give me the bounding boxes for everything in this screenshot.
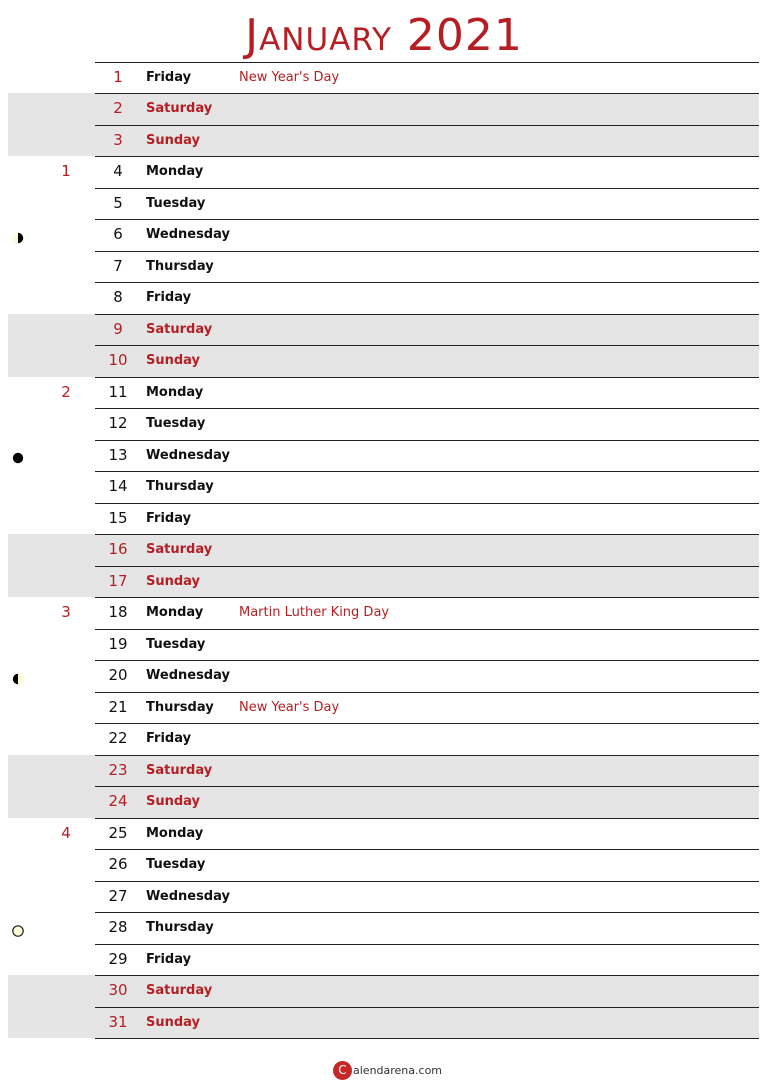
week-number: 4 <box>61 823 71 842</box>
day-row <box>8 219 759 251</box>
day-row <box>8 597 759 629</box>
weekday-name: Thursday <box>146 258 214 274</box>
day-row <box>8 534 759 566</box>
day-number: 14 <box>108 477 128 495</box>
full-moon-icon <box>12 922 24 934</box>
weekday-name: Friday <box>146 731 192 746</box>
weekday-name: Wednesday <box>146 227 230 242</box>
day-row <box>8 818 759 850</box>
day-number: 2 <box>113 99 123 117</box>
weekday-name: Saturday <box>146 101 213 116</box>
row-divider <box>95 503 759 504</box>
day-number: 31 <box>108 1012 128 1031</box>
week-number: 3 <box>61 603 71 621</box>
page-title: January 2021 <box>245 10 523 61</box>
week-number: 1 <box>61 162 71 180</box>
day-number: 20 <box>108 666 128 684</box>
weekday-name: Monday <box>146 384 204 400</box>
day-number: 4 <box>113 162 123 180</box>
weekday-name: Monday <box>146 605 204 620</box>
day-row <box>8 786 759 818</box>
day-number: 26 <box>108 855 128 873</box>
footer-brand[interactable] <box>333 1060 442 1080</box>
day-row <box>8 188 759 220</box>
weekday-name: Thursday <box>146 920 214 935</box>
day-number: 19 <box>108 634 128 653</box>
weekday-name: Sunday <box>146 353 201 368</box>
day-row <box>8 503 759 535</box>
day-row <box>8 282 759 314</box>
row-divider <box>95 944 759 945</box>
row-divider <box>95 282 759 283</box>
calendarena-logo-icon: C <box>333 1061 352 1080</box>
weekday-name: Sunday <box>146 1014 201 1030</box>
day-row <box>8 975 759 1007</box>
weekday-name: Monday <box>146 825 204 841</box>
weekday-name: Tuesday <box>146 857 206 872</box>
weekday-name: Friday <box>146 290 192 305</box>
brand-text: alendarena.com <box>353 1063 443 1077</box>
day-number: 21 <box>108 697 128 716</box>
holiday-label: New Year's Day <box>239 69 340 85</box>
day-number: 25 <box>108 823 128 842</box>
weekday-name: Saturday <box>146 762 213 778</box>
weekday-name: Wednesday <box>146 447 230 463</box>
weekday-name: Thursday <box>146 699 214 715</box>
day-row <box>8 1007 759 1039</box>
day-row <box>8 62 759 94</box>
holiday-label: Martin Luther King Day <box>239 605 390 620</box>
day-number: 30 <box>108 981 128 999</box>
weekday-name: Thursday <box>146 479 214 494</box>
weekday-name: Sunday <box>146 573 201 589</box>
day-row <box>8 408 759 440</box>
weekday-name: Friday <box>146 69 192 85</box>
day-row <box>8 440 759 472</box>
first-quarter-icon <box>12 670 24 682</box>
day-row <box>8 566 759 598</box>
day-number: 17 <box>108 571 128 590</box>
day-row <box>8 912 759 944</box>
weekday-name: Monday <box>146 164 204 179</box>
weekday-name: Saturday <box>146 983 213 998</box>
day-number: 5 <box>113 193 123 212</box>
day-row <box>8 660 759 692</box>
weekday-name: Wednesday <box>146 888 230 904</box>
day-row <box>8 881 759 913</box>
day-row <box>8 93 759 125</box>
day-number: 28 <box>108 918 128 936</box>
day-row <box>8 629 759 661</box>
weekday-name: Sunday <box>146 132 201 148</box>
day-number: 3 <box>113 130 123 149</box>
row-divider <box>95 723 759 724</box>
day-row <box>8 849 759 881</box>
day-number: 9 <box>113 319 123 338</box>
day-row <box>8 314 759 346</box>
weekday-name: Saturday <box>146 321 213 337</box>
new-moon-icon <box>12 449 24 461</box>
weekday-name: Friday <box>146 510 192 526</box>
bottom-divider <box>95 1038 759 1039</box>
day-row <box>8 251 759 283</box>
week-number: 2 <box>61 382 71 401</box>
day-number: 22 <box>108 729 128 747</box>
day-number: 29 <box>108 949 128 968</box>
weekday-name: Saturday <box>146 542 213 557</box>
day-number: 16 <box>108 540 128 558</box>
day-row <box>8 156 759 188</box>
day-number: 7 <box>113 256 123 275</box>
day-number: 6 <box>113 225 123 243</box>
weekday-name: Tuesday <box>146 416 206 431</box>
row-divider <box>95 62 759 63</box>
holiday-label: New Year's Day <box>239 699 340 715</box>
day-number: 24 <box>108 792 128 810</box>
day-number: 15 <box>108 508 128 527</box>
day-number: 10 <box>108 351 128 369</box>
day-row <box>8 125 759 157</box>
weekday-name: Wednesday <box>146 668 230 683</box>
weekday-name: Friday <box>146 951 192 967</box>
day-row <box>8 345 759 377</box>
weekday-name: Tuesday <box>146 636 206 652</box>
day-number: 8 <box>113 288 123 306</box>
last-quarter-icon <box>12 229 24 241</box>
day-number: 13 <box>108 445 128 464</box>
day-number: 1 <box>113 67 123 86</box>
day-row <box>8 377 759 409</box>
weekday-name: Sunday <box>146 794 201 809</box>
day-row <box>8 692 759 724</box>
day-row <box>8 723 759 755</box>
day-row <box>8 944 759 976</box>
day-number: 11 <box>108 382 128 401</box>
day-row <box>8 755 759 787</box>
day-number: 23 <box>108 760 128 779</box>
day-number: 12 <box>108 414 128 432</box>
day-number: 27 <box>108 886 128 905</box>
day-row <box>8 471 759 503</box>
weekday-name: Tuesday <box>146 195 206 211</box>
day-number: 18 <box>108 603 128 621</box>
